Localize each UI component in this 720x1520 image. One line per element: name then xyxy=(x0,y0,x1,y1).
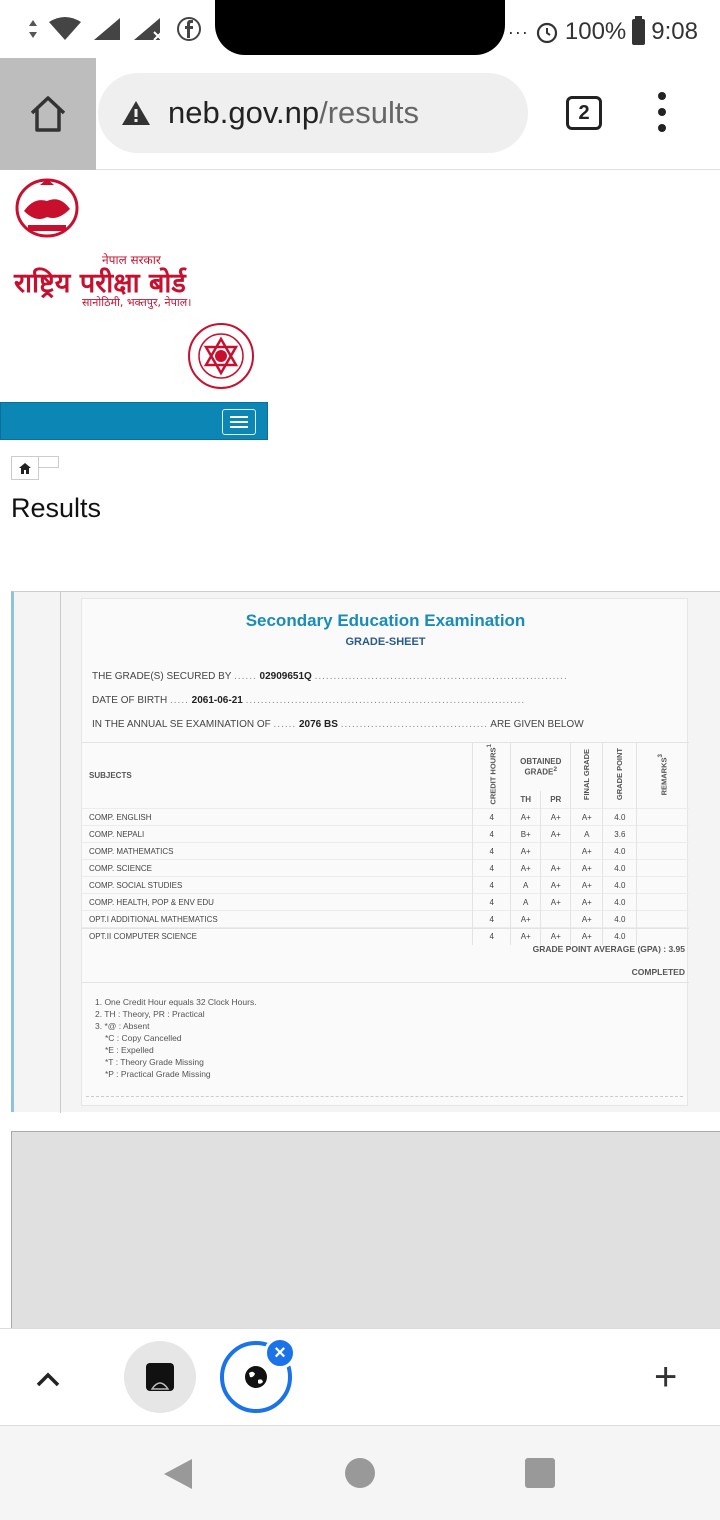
col-credit-hours: CREDIT HOURS$^1$ xyxy=(473,743,511,809)
col-obtained-grade: OBTAINED GRADE$^2$ xyxy=(511,743,571,791)
cell-final: A+ xyxy=(571,928,603,945)
close-tab-button[interactable]: × xyxy=(264,1337,296,1369)
breadcrumb-home-link[interactable] xyxy=(11,456,39,480)
cell-remarks xyxy=(637,809,689,826)
battery-icon xyxy=(632,19,645,45)
cell-remarks xyxy=(637,860,689,877)
cell-remarks xyxy=(637,928,689,945)
site-favicon-icon xyxy=(146,1363,174,1391)
board-name: राष्ट्रिय परीक्षा बोर्ड xyxy=(14,268,186,299)
cell-credit: 4 xyxy=(473,877,511,894)
date-of-birth: 2061-06-21 xyxy=(191,695,243,706)
cell-subject: COMP. SCIENCE xyxy=(82,860,473,877)
breadcrumb-tail xyxy=(39,456,59,468)
cell-final: A xyxy=(571,826,603,843)
cell-grade-point: 4.0 xyxy=(603,809,637,826)
neb-seal-logo xyxy=(186,321,256,391)
cell-final: A+ xyxy=(571,809,603,826)
url-path: /results xyxy=(319,95,420,130)
cell-grade-point: 4.0 xyxy=(603,843,637,860)
board-address: सानोठिमी, भक्तपुर, नेपाल। xyxy=(82,296,192,309)
frame-divider xyxy=(60,592,61,1113)
note-item: 2. TH : Theory, PR : Practical xyxy=(95,1009,205,1019)
home-icon xyxy=(28,95,68,133)
table-row xyxy=(82,860,689,877)
table-row xyxy=(82,809,689,826)
cell-pr xyxy=(541,911,571,928)
cell-subject: COMP. MATHEMATICS xyxy=(82,843,473,860)
exam-title: Secondary Education Examination xyxy=(245,611,526,630)
grade-sheet-notes xyxy=(95,996,257,1080)
cell-final: A+ xyxy=(571,877,603,894)
note-item: 3. *@ : Absent xyxy=(95,1021,150,1031)
tab-thumbnail[interactable] xyxy=(124,1341,196,1413)
grade-sheet-subtitle: GRADE-SHEET xyxy=(345,636,426,648)
cell-credit: 4 xyxy=(473,894,511,911)
warning-icon xyxy=(120,99,152,127)
cell-remarks xyxy=(637,877,689,894)
cell-pr: A+ xyxy=(541,809,571,826)
cell-grade-point: 4.0 xyxy=(603,911,637,928)
cell-remarks xyxy=(637,894,689,911)
more-notifications: ··· xyxy=(507,21,529,42)
cell-pr xyxy=(541,843,571,860)
divider xyxy=(82,982,689,983)
secured-by-label: THE GRADE(S) SECURED BY xyxy=(92,671,232,682)
cell-final: A+ xyxy=(571,860,603,877)
home-button[interactable] xyxy=(0,58,96,170)
cell-grade-point: 4.0 xyxy=(603,894,637,911)
cell-remarks xyxy=(637,843,689,860)
cell-th: A xyxy=(511,877,541,894)
cell-credit: 4 xyxy=(473,809,511,826)
col-subjects: SUBJECTS xyxy=(89,771,132,780)
exam-year: 2076 BS xyxy=(298,719,338,730)
grade-table-body xyxy=(82,809,689,945)
note-item: *C : Copy Cancelled xyxy=(105,1033,182,1043)
table-row xyxy=(82,928,689,945)
result-status: COMPLETED xyxy=(631,967,685,977)
cell-subject: OPT.I ADDITIONAL MATHEMATICS xyxy=(82,911,473,928)
cell-th: A+ xyxy=(511,911,541,928)
browser-toolbar xyxy=(0,58,720,170)
cell-final: A+ xyxy=(571,911,603,928)
hamburger-menu-button[interactable] xyxy=(222,409,256,435)
new-tab-button[interactable]: + xyxy=(654,1355,678,1399)
table-row xyxy=(82,911,689,928)
cell-final: A+ xyxy=(571,843,603,860)
cell-th: A+ xyxy=(511,928,541,945)
tab-switcher-button[interactable]: 2 xyxy=(566,96,602,130)
grade-sheet xyxy=(81,598,688,1106)
facebook-icon xyxy=(176,16,202,42)
note-item: *P : Practical Grade Missing xyxy=(105,1069,211,1079)
home-circle-icon[interactable] xyxy=(345,1458,375,1488)
web-page xyxy=(0,171,720,1328)
globe-icon xyxy=(243,1364,269,1390)
cell-pr: A+ xyxy=(541,860,571,877)
exam-line: IN THE ANNUAL SE EXAMINATION OF ...... 2076 BS ....................................... ARE GIVEN BELOW xyxy=(92,719,584,730)
status-bar xyxy=(0,0,720,58)
overflow-menu-button[interactable] xyxy=(650,92,674,132)
chevron-up-icon[interactable] xyxy=(34,1365,62,1393)
dob-label: DATE OF BIRTH xyxy=(92,695,168,706)
page-title: Results xyxy=(11,493,102,523)
cell-subject: COMP. SOCIAL STUDIES xyxy=(82,877,473,894)
cell-subject: OPT.II COMPUTER SCIENCE xyxy=(82,928,473,945)
android-nav-bar xyxy=(0,1425,720,1520)
cell-th: A+ xyxy=(511,809,541,826)
data-arrows-icon xyxy=(28,18,38,40)
cell-subject: COMP. ENGLISH xyxy=(82,809,473,826)
cell-remarks xyxy=(637,826,689,843)
note-item: 1. One Credit Hour equals 32 Clock Hours. xyxy=(95,997,257,1007)
home-icon xyxy=(19,463,31,474)
clock: 9:08 xyxy=(651,18,698,45)
camera-notch xyxy=(215,0,505,55)
cell-grade-point: 3.6 xyxy=(603,826,637,843)
cell-credit: 4 xyxy=(473,826,511,843)
government-label: नेपाल सरकार xyxy=(102,253,161,267)
col-th: TH xyxy=(511,791,541,809)
cell-th: A+ xyxy=(511,843,541,860)
grade-table xyxy=(82,742,689,945)
cell-pr: A+ xyxy=(541,877,571,894)
cell-subject: COMP. NEPALI xyxy=(82,826,473,843)
note-item: *E : Expelled xyxy=(105,1045,154,1055)
status-icons-left xyxy=(28,16,202,42)
site-nav-bar xyxy=(0,402,268,440)
divider xyxy=(82,928,689,929)
cell-subject: COMP. HEALTH, POP & ENV EDU xyxy=(82,894,473,911)
battery-percent: 100% xyxy=(564,18,627,45)
signal-no-data-icon xyxy=(132,16,166,42)
cell-th: A xyxy=(511,894,541,911)
cell-pr: A+ xyxy=(541,928,571,945)
embedded-frame-placeholder xyxy=(11,1131,720,1328)
results-frame xyxy=(11,591,720,1112)
cell-pr: A+ xyxy=(541,894,571,911)
dob-line: DATE OF BIRTH ..... 2061-06-21 .......................................................................... xyxy=(92,695,526,706)
wifi-icon xyxy=(48,16,82,42)
table-row xyxy=(82,894,689,911)
cell-grade-point: 4.0 xyxy=(603,860,637,877)
secured-by-line: THE GRADE(S) SECURED BY ...... 02909651Q ................................................................... xyxy=(92,671,568,682)
col-remarks: REMARKS$^3$ xyxy=(637,743,689,809)
alarm-icon xyxy=(535,20,559,44)
table-row xyxy=(82,826,689,843)
url-text xyxy=(168,95,419,131)
sheet-footer-line xyxy=(86,1096,683,1097)
cell-pr: A+ xyxy=(541,826,571,843)
url-bar[interactable] xyxy=(98,73,528,153)
cell-th: A+ xyxy=(511,860,541,877)
given-below-label: ARE GIVEN BELOW xyxy=(490,719,584,730)
signal-icon xyxy=(92,16,122,42)
recents-square-icon[interactable] xyxy=(525,1458,555,1488)
cell-credit: 4 xyxy=(473,843,511,860)
cell-credit: 4 xyxy=(473,860,511,877)
breadcrumb xyxy=(11,456,59,480)
table-row xyxy=(82,843,689,860)
status-icons-right xyxy=(508,18,698,46)
cell-final: A+ xyxy=(571,894,603,911)
col-final-grade: FINAL GRADE xyxy=(571,743,603,809)
exam-label: IN THE ANNUAL SE EXAMINATION OF xyxy=(92,719,271,730)
cell-grade-point: 4.0 xyxy=(603,877,637,894)
table-row xyxy=(82,877,689,894)
cell-remarks xyxy=(637,911,689,928)
cell-credit: 4 xyxy=(473,911,511,928)
back-icon[interactable] xyxy=(162,1457,194,1491)
col-grade-point: GRADE POINT xyxy=(603,743,637,809)
note-item: *T : Theory Grade Missing xyxy=(105,1057,204,1067)
tab-strip xyxy=(0,1328,720,1425)
nepal-emblem-logo xyxy=(14,177,80,239)
url-domain: neb.gov.np xyxy=(168,95,320,130)
cell-grade-point: 4.0 xyxy=(603,928,637,945)
col-pr: PR xyxy=(541,791,571,809)
gpa-summary: GRADE POINT AVERAGE (GPA) : 3.95 xyxy=(532,944,685,954)
cell-th: B+ xyxy=(511,826,541,843)
cell-credit: 4 xyxy=(473,928,511,945)
symbol-number: 02909651Q xyxy=(259,671,312,682)
